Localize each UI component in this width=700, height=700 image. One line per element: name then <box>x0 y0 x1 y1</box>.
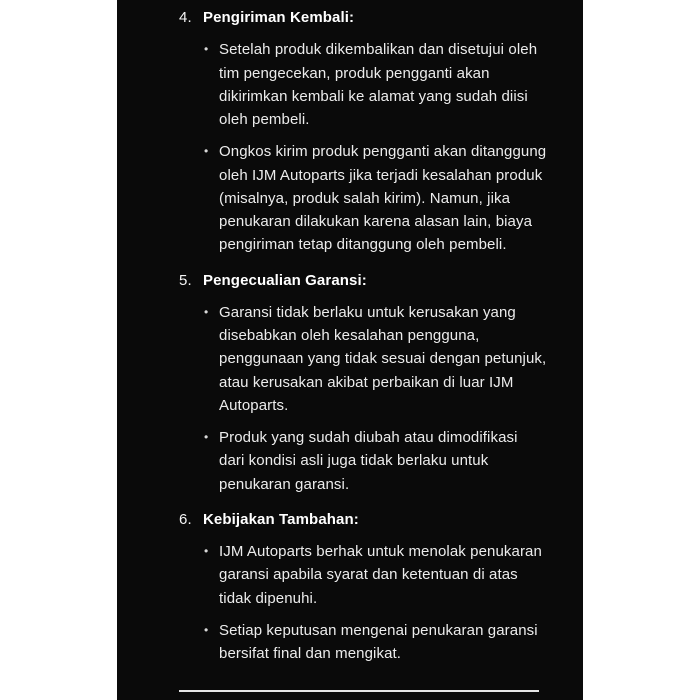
policy-section-pengiriman-kembali <box>179 6 547 257</box>
bullet-item <box>204 38 547 131</box>
section-number: 5. <box>179 271 192 289</box>
section-title: Pengecualian Garansi: <box>203 271 367 289</box>
section-title: Kebijakan Tambahan: <box>203 510 359 528</box>
bullet-item <box>204 540 547 610</box>
policy-section-pengecualian-garansi <box>179 269 547 496</box>
section-number: 4. <box>179 9 192 26</box>
bullet-text: Setiap keputusan mengenai penukaran garansi bersifat final dan mengikat. <box>219 621 538 662</box>
bullet-item <box>204 301 547 417</box>
bullet-item <box>204 426 547 496</box>
bullet-icon: • <box>204 42 209 57</box>
section-title: Pengiriman Kembali: <box>203 9 355 26</box>
bullet-text: Setelah produk dikembalikan dan disetujui oleh tim pengecekan, produk pengganti akan dikirimkan kembali ke alamat yang sudah diisi oleh pembeli. <box>219 41 538 128</box>
section-number: 6. <box>179 510 192 528</box>
bullet-item <box>204 140 547 256</box>
bullet-item <box>204 619 547 666</box>
bullet-text: Garansi tidak berlaku untuk kerusakan yang disebabkan oleh kesalahan pengguna, penggunaan yang tidak sesuai dengan petunjuk, atau kerusakan akibat perbaikan di luar IJM Autoparts. <box>219 303 547 414</box>
bullet-icon: • <box>204 622 209 637</box>
bullet-icon: • <box>204 144 209 159</box>
policy-document <box>117 0 583 700</box>
section-heading <box>179 508 547 531</box>
bullet-icon: • <box>204 304 209 319</box>
bottom-divider <box>179 690 539 692</box>
bullet-icon: • <box>204 544 209 558</box>
policy-section-kebijakan-tambahan <box>179 508 547 666</box>
bullet-text: Ongkos kirim produk pengganti akan ditanggung oleh IJM Autoparts jika terjadi kesalahan produk (misalnya, produk salah kirim). Namun, jika penukaran dilakukan karena alasan lain, biaya pengiriman tetap ditanggung oleh pembeli. <box>219 143 547 254</box>
section-heading <box>179 269 547 292</box>
bullet-text: Produk yang sudah diubah atau dimodifikasi dari kondisi asli juga tidak berlaku untuk penukaran garansi. <box>219 429 518 493</box>
bullet-text: IJM Autoparts berhak untuk menolak penukaran garansi apabila syarat dan ketentuan di atas tidak dipenuhi. <box>219 543 542 607</box>
bullet-icon: • <box>204 430 209 444</box>
section-heading <box>179 6 547 29</box>
